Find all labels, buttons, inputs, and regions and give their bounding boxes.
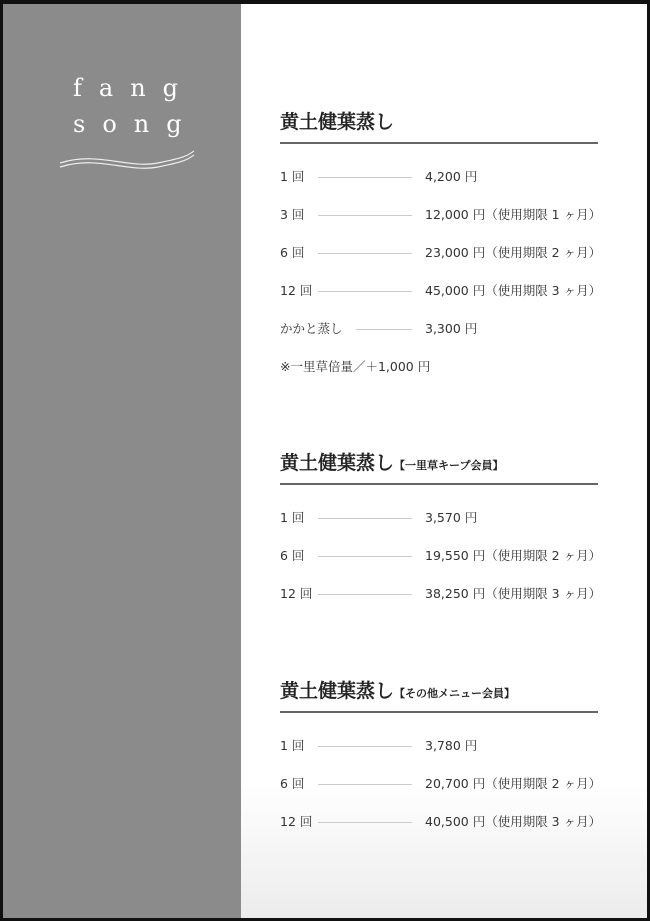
leader-line [318,594,412,595]
section-other-member [280,677,602,841]
title-subtitle: 【その他メニュー会員】 [394,687,516,700]
row-price: 19,550 円（使用期限 2 ヶ月） [425,548,602,563]
price-row [280,803,602,841]
row-label: 6 回 [280,776,305,791]
price-row [280,158,598,196]
leader-line [318,746,412,747]
wave-ornament-icon [58,149,198,173]
price-row [280,499,598,537]
row-price: 3,300 円 [425,321,478,336]
price-row [280,310,598,348]
price-row [280,234,602,272]
section-title [280,449,598,485]
leader-line [318,253,412,254]
price-row [280,272,602,310]
section-standard [280,108,602,386]
row-label: 6 回 [280,245,305,260]
sidebar-panel [3,4,241,918]
leader-line [318,556,412,557]
row-price: 3,780 円 [425,738,478,753]
logo-line-1: fang [73,74,196,102]
row-label: 3 回 [280,207,305,222]
price-row [280,575,602,613]
row-label: 1 回 [280,738,305,753]
title-text: 黄土健葉蒸し [280,680,395,702]
row-price: 20,700 円（使用期限 2 ヶ月） [425,776,602,791]
row-label: 1 回 [280,169,305,184]
row-label: かかと蒸し [280,321,343,336]
row-price: 45,000 円（使用期限 3 ヶ月） [425,283,602,298]
leader-line [356,329,412,330]
leader-line [318,822,412,823]
logo-line-2: song [73,110,199,138]
leader-line [318,291,412,292]
row-price: 40,500 円（使用期限 3 ヶ月） [425,814,602,829]
row-label: 6 回 [280,548,305,563]
row-price: 12,000 円（使用期限 1 ヶ月） [425,207,602,222]
section-keep-member [280,449,602,613]
row-price: 4,200 円 [425,169,478,184]
price-row [280,196,602,234]
row-price: 3,570 円 [425,510,478,525]
leader-line [318,215,412,216]
section-title [280,677,598,713]
row-price: 23,000 円（使用期限 2 ヶ月） [425,245,602,260]
row-label: 12 回 [280,586,313,601]
leader-line [318,784,412,785]
leader-line [318,518,412,519]
price-row [280,727,598,765]
section-title [280,108,598,144]
title-subtitle: 【一里草キープ会員】 [394,459,504,472]
title-text: 黄土健葉蒸し [280,452,395,474]
brand-logo [73,70,199,142]
row-label: 12 回 [280,814,313,829]
row-price: 38,250 円（使用期限 3 ヶ月） [425,586,602,601]
row-label: 1 回 [280,510,305,525]
price-row [280,537,602,575]
note-text: ※一里草倍量／＋1,000 円 [280,359,431,374]
row-label: 12 回 [280,283,313,298]
price-row [280,765,602,803]
leader-line [318,177,412,178]
title-text: 黄土健葉蒸し [280,111,395,133]
